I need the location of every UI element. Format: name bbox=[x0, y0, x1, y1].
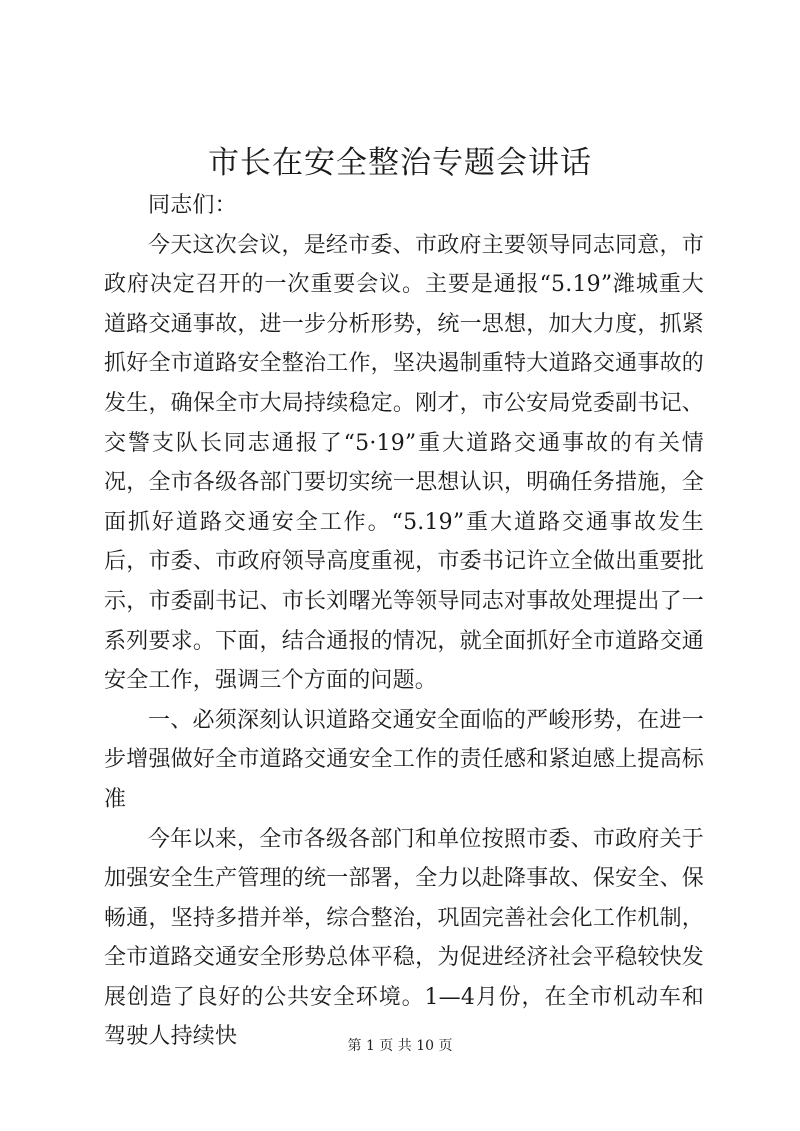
section-heading-paragraph: 一、必须深刻认识道路交通安全面临的严峻形势，在进一步增强做好全市道路交通安全工作的责任感和紧迫感上提高标准 bbox=[104, 707, 704, 812]
document-title: 市长在安全整治专题会讲话 bbox=[208, 145, 592, 181]
document-body bbox=[104, 186, 704, 1057]
body-paragraph: 今年以来，全市各级各部门和单位按照市委、市政府关于加强安全生产管理的统一部署，全力以赴降事故、保安全、保畅通，坚持多措并举，综合整治，巩固完善社会化工作机制，全市道路交通安全形势总体平稳，为促进经济社会平稳较快发展创造了良好的公共安全环境。1—4月份，在全市机动车和驾驶人持续快 bbox=[104, 826, 704, 1050]
salutation-paragraph: 同志们： bbox=[148, 193, 237, 218]
intro-paragraph: 今天这次会议，是经市委、市政府主要领导同志同意，市政府决定召开的一次重要会议。主要是通报“5.19”潍城重大道路交通事故，进一步分析形势，统一思想，加大力度，抓紧抓好全市道路安全整治工作，坚决遏制重特大道路交通事故的发生，确保全市大局持续稳定。刚才，市公安局党委副书记、交警支队长同志通报了“5·19”重大道路交通事故的有关情况，全市各级各部门要切实统一思想认识，明确任务措施，全面抓好道路交通安全工作。“5.19”重大道路交通事故发生后，市委、市政府领导高度重视，市委书记许立全做出重要批示，市委副书记、市长刘曙光等领导同志对事故处理提出了一系列要求。下面，结合通报的情况，就全面抓好全市道路交通安全工作，强调三个方面的问题。 bbox=[104, 232, 704, 694]
page-footer: 第 1 页 共 10 页 bbox=[347, 1038, 453, 1054]
